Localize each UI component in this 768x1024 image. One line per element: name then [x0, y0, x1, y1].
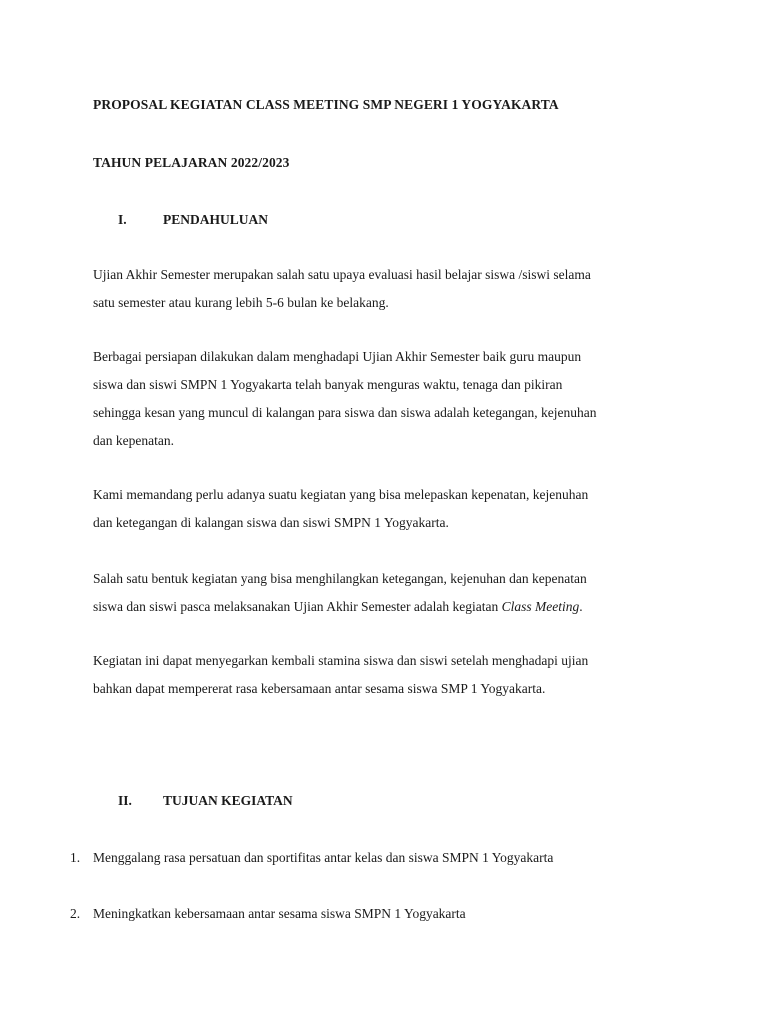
objective-item-2: [70, 906, 466, 922]
paragraph-line: dan kepenatan.: [93, 433, 174, 448]
paragraph-line: satu semester atau kurang lebih 5-6 bulan ke belakang.: [93, 295, 389, 310]
paragraph-line: Berbagai persiapan dilakukan dalam menghadapi Ujian Akhir Semester baik guru maupun: [93, 349, 582, 364]
section-title: TUJUAN KEGIATAN: [163, 793, 293, 808]
paragraph-line: dan ketegangan di kalangan siswa dan siswi SMPN 1 Yogyakarta.: [93, 515, 449, 530]
document-subtitle: TAHUN PELAJARAN 2022/2023: [93, 155, 290, 170]
section-heading-tujuan: [118, 793, 293, 809]
list-marker: 1.: [70, 850, 81, 865]
paragraph-line: bahkan dapat mempererat rasa kebersamaan antar sesama siswa SMP 1 Yogyakarta.: [93, 681, 546, 696]
section-heading-pendahuluan: [118, 212, 268, 228]
paragraph-1: [93, 261, 683, 317]
objective-item-1: [70, 850, 553, 866]
paragraph-5: [93, 647, 683, 703]
paragraph-line: Kami memandang perlu adanya suatu kegiatan yang bisa melepaskan kepenatan, kejenuhan: [93, 487, 589, 502]
paragraph-4: [93, 565, 683, 621]
list-item-text: Menggalang rasa persatuan dan sportifitas antar kelas dan siswa SMPN 1 Yogyakarta: [93, 850, 554, 865]
paragraph-3: [93, 481, 683, 537]
section-title: PENDAHULUAN: [163, 212, 269, 227]
class-meeting-emphasis: Class Meeting: [501, 599, 580, 614]
list-item-text: Meningkatkan kebersamaan antar sesama siswa SMPN 1 Yogyakarta: [93, 906, 466, 921]
list-marker: 2.: [70, 906, 81, 921]
paragraph-text: .: [579, 599, 583, 614]
paragraph-2: [93, 343, 683, 455]
paragraph-line: sehingga kesan yang muncul di kalangan para siswa dan siswa adalah ketegangan, kejenuhan: [93, 405, 597, 420]
paragraph-line: Ujian Akhir Semester merupakan salah satu upaya evaluasi hasil belajar siswa /siswi selama: [93, 267, 591, 282]
paragraph-line: Salah satu bentuk kegiatan yang bisa menghilangkan ketegangan, kejenuhan dan kepenatan: [93, 571, 587, 586]
document-title: PROPOSAL KEGIATAN CLASS MEETING SMP NEGERI 1 YOGYAKARTA: [93, 97, 559, 112]
section-number: II.: [118, 793, 132, 808]
paragraph-text: siswa dan siswi pasca melaksanakan Ujian Akhir Semester adalah kegiatan: [93, 599, 502, 614]
paragraph-line: siswa dan siswi SMPN 1 Yogyakarta telah banyak menguras waktu, tenaga dan pikiran: [93, 377, 563, 392]
paragraph-line: [93, 593, 683, 621]
section-number: I.: [118, 212, 127, 227]
paragraph-line: Kegiatan ini dapat menyegarkan kembali stamina siswa dan siswi setelah menghadapi ujian: [93, 653, 589, 668]
